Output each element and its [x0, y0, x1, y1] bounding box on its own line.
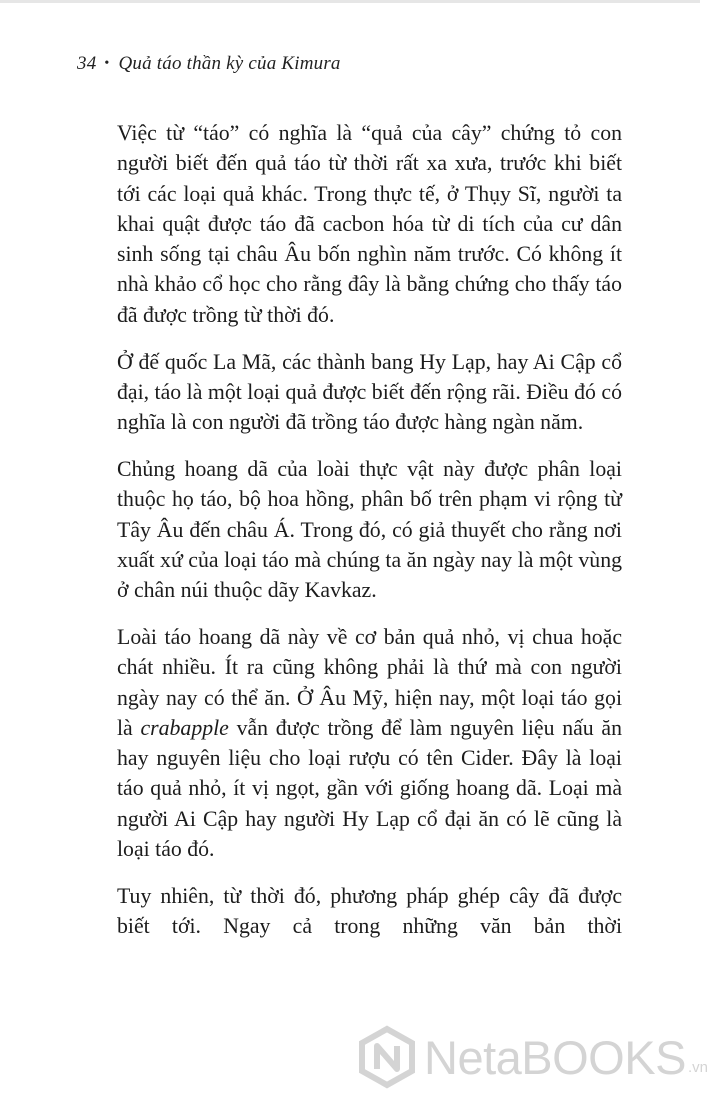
- n-hexagon-logo-icon: [356, 1026, 418, 1088]
- paragraph-1: Việc từ “táo” có nghĩa là “quả của cây” chứng tỏ con người biết đến quả táo từ thời rất xa xưa, trước khi biết tới các loại quả khác. Trong thực tế, ở Thụy Sĩ, người ta khai quật được táo đã cacbon hóa từ di tích của cư dân sinh sống tại châu Âu bốn nghìn năm trước. Có không ít nhà khảo cổ học cho rằng đây là bằng chứng cho thấy táo đã được trồng từ thời đó.: [117, 121, 622, 327]
- paragraph-4: [117, 622, 622, 864]
- top-edge-rule: [0, 0, 700, 3]
- paragraph-5: Tuy nhiên, từ thời đó, phương pháp ghép cây đã được biết tới. Ngay cả trong những văn bản thời: [117, 883, 622, 939]
- running-header: [77, 53, 341, 75]
- paragraph-3: Chủng hoang dã của loài thực vật này được phân loại thuộc họ táo, bộ hoa hồng, phân bố trên phạm vi rộng từ Tây Âu đến châu Á. Trong đó, có giả thuyết cho rằng nơi xuất xứ của loại táo mà chúng ta ăn ngày nay là một vùng ở chân núi thuộc dãy Kavkaz.: [117, 456, 622, 603]
- paragraph-2: Ở đế quốc La Mã, các thành bang Hy Lạp, hay Ai Cập cổ đại, táo là một loại quả được biết đến rộng rãi. Điều đó có nghĩa là con người đã trồng táo được hàng ngàn năm.: [117, 349, 622, 435]
- watermark-suffix: .vn: [687, 1059, 708, 1076]
- page-number: 34: [77, 53, 97, 74]
- italic-term: crabapple: [140, 715, 229, 740]
- watermark-brand: NetaBOOKS: [424, 1030, 686, 1084]
- paragraph-4-end: vẫn được trồng để làm nguyên liệu nấu ăn hay nguyên liệu cho loại rượu có tên Cider. Đây là loại táo quả nhỏ, ít vị ngọt, gần với giống hoang dã. Loại mà người Ai Cập hay người Hy Lạp cổ đại ăn có lẽ cũng là loại táo đó.: [117, 715, 622, 862]
- paragraph-4-start: Loài táo hoang dã này về cơ bản quả nhỏ, vị chua hoặc chát nhiều. Ít ra cũng không phải là thứ mà con người ngày nay có thể ăn. Ở Âu Mỹ, hiện nay, một loại táo gọi là: [117, 624, 622, 740]
- book-title: Quả táo thần kỳ của Kimura: [118, 53, 341, 74]
- header-separator: •: [104, 56, 110, 71]
- page-body: [117, 118, 622, 941]
- watermark: [356, 1024, 708, 1090]
